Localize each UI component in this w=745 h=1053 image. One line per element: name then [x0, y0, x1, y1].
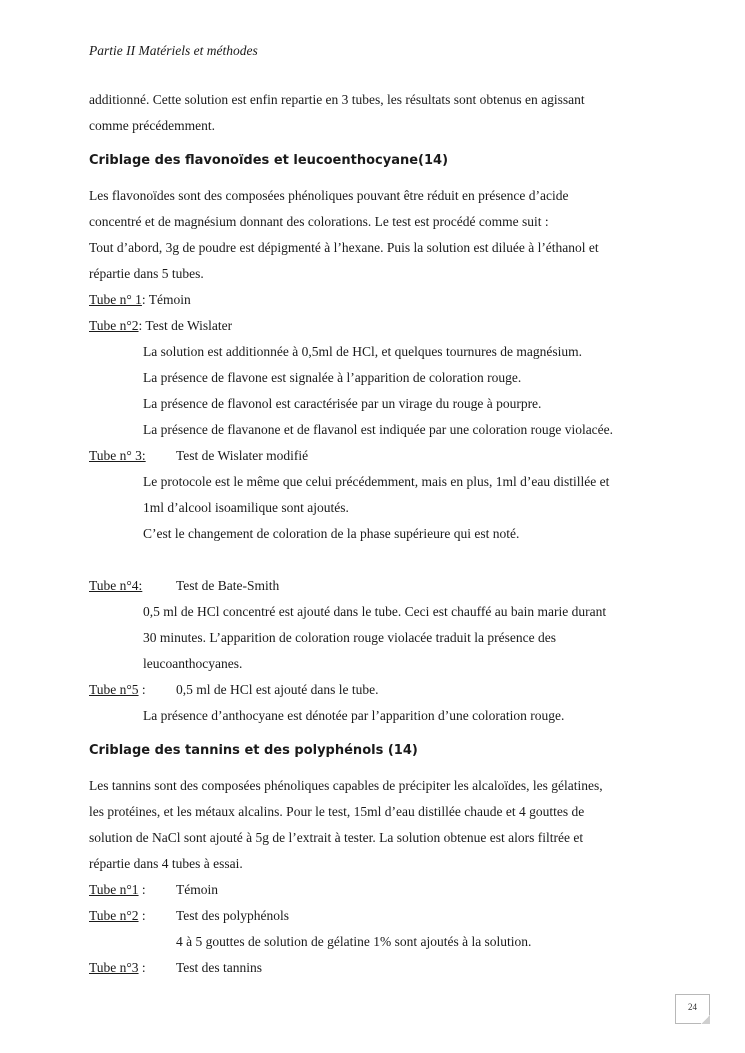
- tube-detail-line: 0,5 ml de HCl concentré est ajouté dans le tube. Ceci est chauffé au bain marie durant: [143, 604, 607, 619]
- paragraph-line: solution de NaCl sont ajouté à 5g de l’extrait à tester. La solution obtenue est alors filtrée et: [89, 830, 584, 845]
- paragraph-line: Tout d’abord, 3g de poudre est dépigmenté à l’hexane. Puis la solution est diluée à l’éthanol et: [89, 240, 599, 255]
- tube-1-entry: [89, 287, 674, 313]
- tube-label: Tube n°3: [89, 960, 139, 975]
- running-header: Partie II Matériels et méthodes: [89, 43, 258, 58]
- page-number-box: [675, 994, 710, 1024]
- intro-line: additionné. Cette solution est enfin repartie en 3 tubes, les résultats sont obtenus en agissant: [89, 92, 585, 107]
- tube-3-entry: [89, 955, 674, 981]
- tube-detail-line: Le protocole est le même que celui précédemment, mais en plus, 1ml d’eau distillée et: [143, 474, 610, 489]
- tube-title: 0,5 ml de HCl est ajouté dans le tube.: [176, 682, 379, 697]
- paragraph-line: Les tannins sont des composées phénoliques capables de précipiter les alcaloïdes, les gélatines,: [89, 778, 603, 793]
- tube-detail-line: La solution est additionnée à 0,5ml de HCl, et quelques tournures de magnésium.: [143, 344, 583, 359]
- section-heading-flavonoides: Criblage des flavonoïdes et leucoenthocyane(14): [89, 153, 449, 168]
- paragraph-line: Les flavonoïdes sont des composées phénoliques pouvant être réduit en présence d’acide: [89, 188, 569, 203]
- tube-detail-line: 1ml d’alcool isoamilique sont ajoutés.: [143, 500, 349, 515]
- paragraph-line: répartie dans 5 tubes.: [89, 266, 204, 281]
- page-curl-icon: [701, 1015, 710, 1024]
- tube-label: Tube n°1: [89, 882, 139, 897]
- tube-label: Tube n°2: [89, 318, 139, 333]
- tube-1-entry: [89, 877, 674, 903]
- tube-label-suffix: :: [138, 682, 146, 697]
- tube-detail-line: 30 minutes. L’apparition de coloration rouge violacée traduit la présence des: [143, 630, 556, 645]
- tube-title: Test des polyphénols: [176, 908, 290, 923]
- tube-label: Tube n° 3:: [89, 448, 146, 463]
- tube-5-entry: [89, 677, 674, 703]
- tube-label-suffix: :: [138, 882, 146, 897]
- intro-line: comme précédemment.: [89, 118, 215, 133]
- tube-text: : Témoin: [141, 292, 191, 307]
- tube-detail-line: La présence d’anthocyane est dénotée par l’apparition d’une coloration rouge.: [143, 708, 565, 723]
- tube-detail-line: leucoanthocyanes.: [143, 656, 243, 671]
- tube-title: Test de Wislater modifié: [176, 448, 309, 463]
- section-heading-tannins: Criblage des tannins et des polyphénols (14): [89, 743, 418, 758]
- tube-label: Tube n° 1: [89, 292, 142, 307]
- tube-label: Tube n°2: [89, 908, 139, 923]
- tube-detail-line: 4 à 5 gouttes de solution de gélatine 1% sont ajoutés à la solution.: [176, 934, 532, 949]
- tube-label-suffix: :: [138, 960, 146, 975]
- tube-2-entry: [89, 313, 674, 339]
- tube-detail-line: C’est le changement de coloration de la phase supérieure qui est noté.: [143, 526, 520, 541]
- tube-3-entry: [89, 443, 674, 469]
- tube-title: Test des tannins: [176, 960, 263, 975]
- tube-detail-line: La présence de flavone est signalée à l’apparition de coloration rouge.: [143, 370, 522, 385]
- tube-2-entry: [89, 903, 674, 929]
- page-body: [89, 87, 674, 981]
- tube-label: Tube n°4:: [89, 578, 143, 593]
- paragraph-line: répartie dans 4 tubes à essai.: [89, 856, 243, 871]
- tube-title: Témoin: [176, 882, 218, 897]
- tube-detail-line: La présence de flavanone et de flavanol est indiquée par une coloration rouge violacée.: [143, 422, 614, 437]
- blank-line: [89, 547, 674, 573]
- tube-4-entry: [89, 573, 674, 599]
- tube-detail-line: La présence de flavonol est caractérisée par un virage du rouge à pourpre.: [143, 396, 542, 411]
- tube-label: Tube n°5: [89, 682, 139, 697]
- tube-text: : Test de Wislater: [138, 318, 233, 333]
- paragraph-line: les protéines, et les métaux alcalins. Pour le test, 15ml d’eau distillée chaude et 4 gouttes de: [89, 804, 585, 819]
- tube-label-suffix: :: [138, 908, 146, 923]
- tube-title: Test de Bate-Smith: [176, 578, 280, 593]
- paragraph-line: concentré et de magnésium donnant des colorations. Le test est procédé comme suit :: [89, 214, 549, 229]
- page-number: 24: [688, 1002, 697, 1012]
